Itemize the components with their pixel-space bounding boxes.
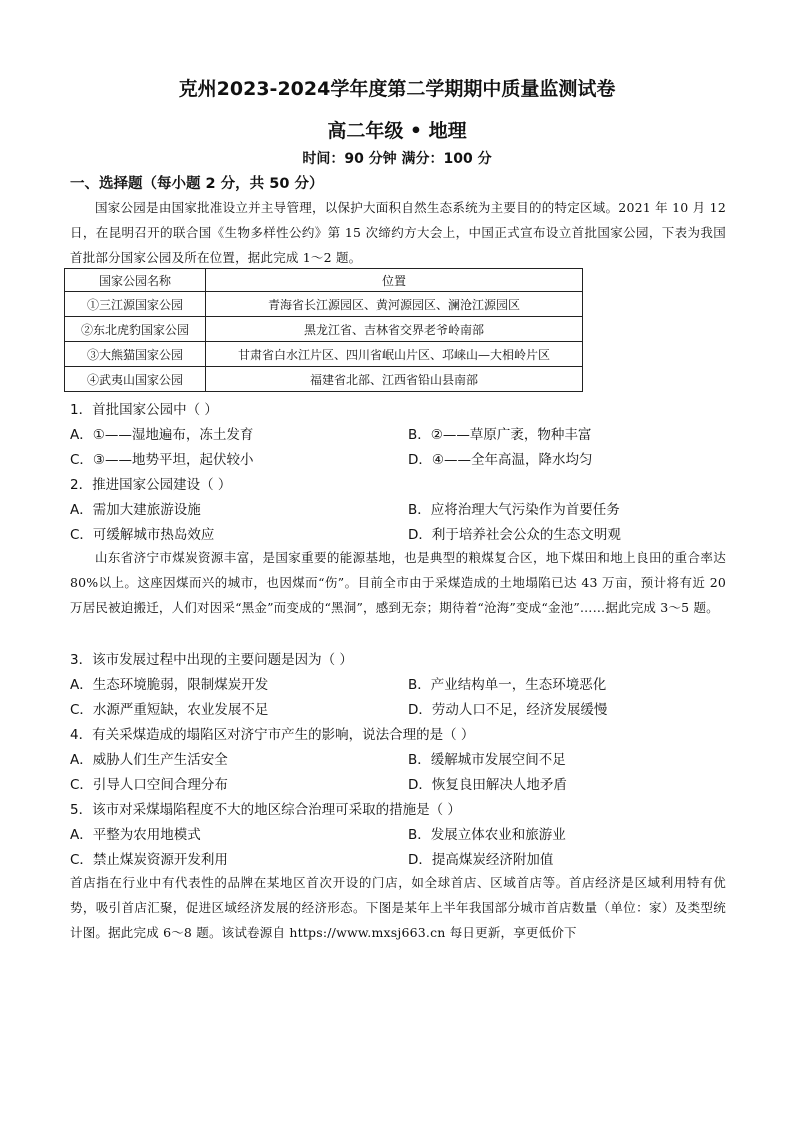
question-3-option-a: A．生态环境脆弱，限制煤炭开发 xyxy=(70,677,269,693)
question-3-stem: 3．该市发展过程中出现的主要问题是因为（ ） xyxy=(70,652,353,668)
question-4-stem: 4．有关采煤造成的塌陷区对济宁市产生的影响，说法合理的是（ ） xyxy=(70,727,475,743)
table-cell: 青海省长江源园区、黄河源园区、澜沧江源园区 xyxy=(206,292,583,317)
table-cell: 甘肃省白水江片区、四川省岷山片区、邛崃山—大相岭片区 xyxy=(206,342,583,367)
question-1-option-c: C．③——地势平坦，起伏较小 xyxy=(70,452,254,468)
section-heading: 一、选择题（每小题 2 分，共 50 分） xyxy=(70,176,324,192)
question-1-option-a: A．①——湿地遍布，冻土发育 xyxy=(70,427,254,443)
question-4-option-c: C．引导人口空间合理分布 xyxy=(70,777,228,793)
question-2-option-b: B．应将治理大气污染作为首要任务 xyxy=(408,502,620,518)
table-row xyxy=(65,367,583,392)
question-5-option-a: A．平整为农用地模式 xyxy=(70,827,201,843)
table-cell: ④武夷山国家公园 xyxy=(65,367,206,392)
question-3-option-c: C．水源严重短缺，农业发展不足 xyxy=(70,702,269,718)
question-5-stem: 5．该市对采煤塌陷程度不大的地区综合治理可采取的措施是（ ） xyxy=(70,802,461,818)
question-4-option-b: B．缓解城市发展空间不足 xyxy=(408,752,566,768)
question-2-option-d: D．利于培养社会公众的生态文明观 xyxy=(408,527,621,543)
table-cell: ①三江源国家公园 xyxy=(65,292,206,317)
table-cell: ③大熊猫国家公园 xyxy=(65,342,206,367)
question-2-stem: 2．推进国家公园建设（ ） xyxy=(70,477,232,493)
passage-first-store-economy: 首店指在行业中有代表性的品牌在某地区首次开设的门店，如全球首店、区域首店等。首店经济是区域利用特有优势，吸引首店汇聚，促进区域经济发展的经济形态。下图是某年上半年我国部分城市首店数量（单位：家）及类型统计图。据此完成 6～8 题。该试卷源自 https://www.mxsj663.cn 每日更新，享更低价下 xyxy=(70,875,726,940)
exam-title: 克州2023-2024学年度第二学期期中质量监测试卷 xyxy=(178,78,616,100)
table-cell: 黑龙江省、吉林省交界老爷岭南部 xyxy=(206,317,583,342)
table-cell: 福建省北部、江西省铅山县南部 xyxy=(206,367,583,392)
table-header-cell: 国家公园名称 xyxy=(65,269,206,292)
exam-meta: 时间：90 分钟 满分：100 分 xyxy=(302,151,492,167)
question-3-option-d: D．劳动人口不足，经济发展缓慢 xyxy=(408,702,608,718)
passage-national-parks: 国家公园是由国家批准设立并主导管理，以保护大面积自然生态系统为主要目的的特定区域。2021 年 10 月 12 日，在昆明召开的联合国《生物多样性公约》第 15 次缔约方大会上，中国正式宣布设立首批国家公园，下表为我国首批部分国家公园及所在位置，据此完成 1～2 题。 xyxy=(70,200,726,265)
table-row xyxy=(65,292,583,317)
question-2-option-c: C．可缓解城市热岛效应 xyxy=(70,527,215,543)
national-parks-table xyxy=(64,268,583,392)
table-row xyxy=(65,342,583,367)
table-header-row xyxy=(65,269,583,292)
question-1-option-b: B．②——草原广袤，物种丰富 xyxy=(408,427,592,443)
table-header-cell: 位置 xyxy=(206,269,583,292)
passage-jining-coal: 山东省济宁市煤炭资源丰富，是国家重要的能源基地，也是典型的粮煤复合区，地下煤田和地上良田的重合率达 80%以上。这座因煤而兴的城市，也因煤而“伤”。目前全市由于采煤造成的土地塌陷已达 43 万亩，预计将有近 20 万居民被迫搬迁，人们对因采“黑金”而变成的“黑洞”，感到无奈；期待着“沧海”变成“金池”……据此完成 3～5 题。 xyxy=(70,550,726,615)
question-4-option-d: D．恢复良田解决人地矛盾 xyxy=(408,777,567,793)
table-row xyxy=(65,317,583,342)
table-cell: ②东北虎豹国家公园 xyxy=(65,317,206,342)
question-5-option-b: B．发展立体农业和旅游业 xyxy=(408,827,566,843)
question-1-stem: 1．首批国家公园中（ ） xyxy=(70,402,218,418)
question-5-option-d: D．提高煤炭经济附加值 xyxy=(408,852,554,868)
question-2-option-a: A．需加大建旅游设施 xyxy=(70,502,201,518)
question-5-option-c: C．禁止煤炭资源开发利用 xyxy=(70,852,228,868)
exam-subtitle: 高二年级 • 地理 xyxy=(327,120,467,142)
question-1-option-d: D．④——全年高温，降水均匀 xyxy=(408,452,593,468)
question-4-option-a: A．威胁人们生产生活安全 xyxy=(70,752,228,768)
question-3-option-b: B．产业结构单一，生态环境恶化 xyxy=(408,677,607,693)
